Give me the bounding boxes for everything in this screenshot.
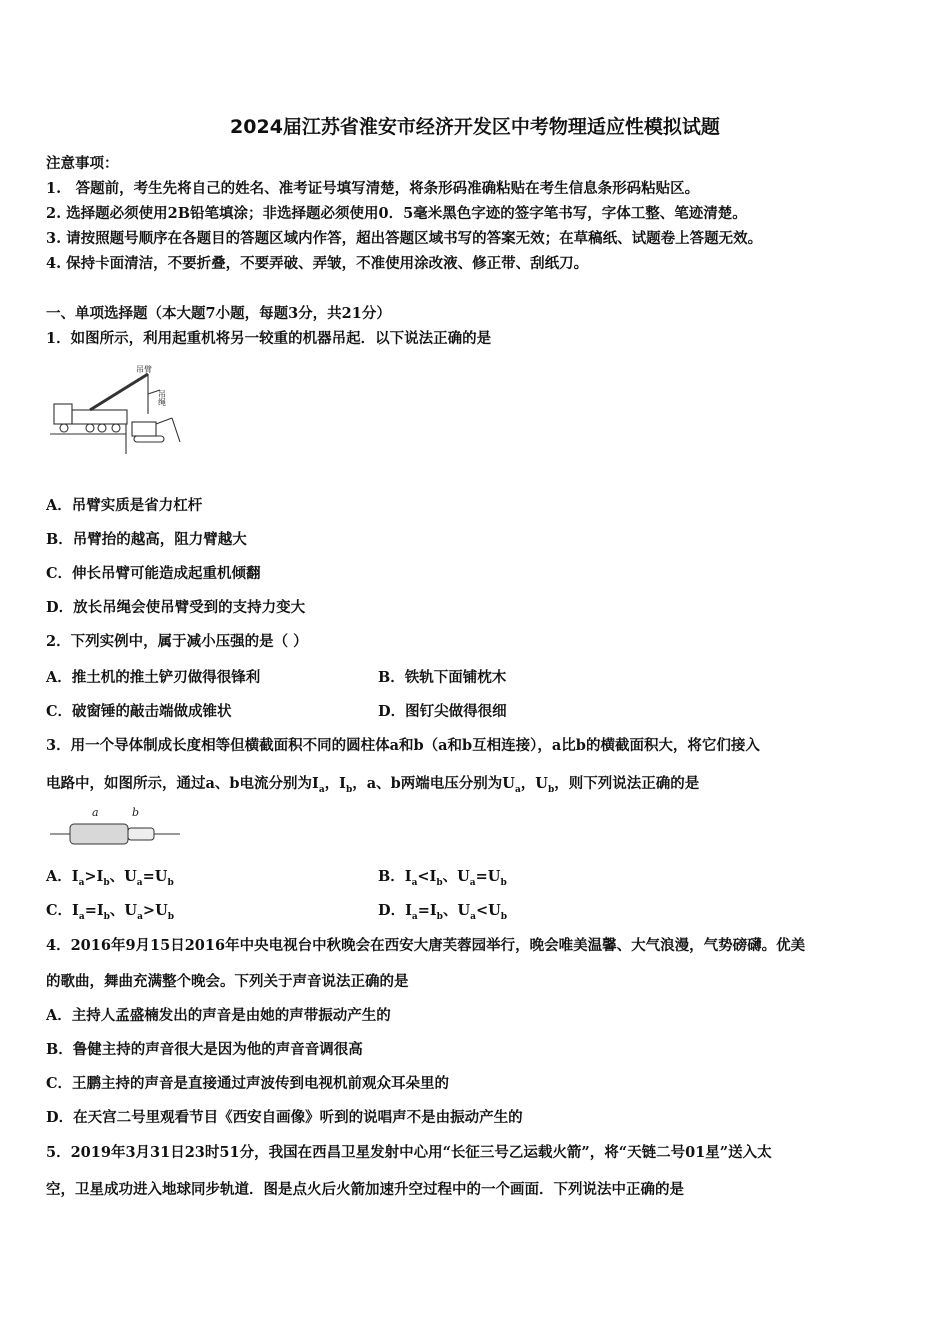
q3-option-b[interactable]: B．$I_a<I_b$、$U_a=U_b$: [378, 868, 507, 888]
crane-figure: [50, 364, 190, 456]
conductor-b: [128, 828, 154, 840]
q4-option-a[interactable]: A．主持人孟盛楠发出的声音是由她的声带振动产生的: [46, 1007, 391, 1024]
crane-cab: [54, 404, 72, 424]
q1-option-b[interactable]: B．吊臂抬的越高，阻力臂越大: [46, 531, 247, 548]
q2-option-c[interactable]: C．破窗锤的敲击端做成锥状: [46, 703, 232, 720]
crane-body: [72, 410, 127, 424]
q2-option-a[interactable]: A．推土机的推土铲刃做得很锋利: [46, 669, 261, 686]
q3-option-c[interactable]: C．$I_a=I_b$、$U_a>U_b$: [46, 902, 175, 922]
q4-option-b[interactable]: B．鲁健主持的声音很大是因为他的声音音调很高: [46, 1041, 363, 1058]
q3-option-a[interactable]: A．$I_a>I_b$、$U_a=U_b$: [46, 868, 174, 888]
label-rope: 吊绳: [157, 390, 167, 406]
q4-stem-line1: 4．2016年9月15日2016年中央电视台中秋晚会在西安大唐芙蓉园举行，晚会唯美温馨、大气浪漫，气势磅礴。优美: [46, 937, 806, 954]
q3-stem-line2: 电路中，如图所示，通过a、b电流分别为$I_a$，$I_b$，a、b两端电压分别为$U_a$，$U_b$，则下列说法正确的是: [46, 775, 700, 795]
q1-option-c[interactable]: C．伸长吊臂可能造成起重机倾翻: [46, 565, 261, 582]
crane-arm: [90, 374, 148, 410]
q2-option-d[interactable]: D．图钉尖做得很细: [378, 703, 507, 720]
conductor-figure: [50, 804, 185, 846]
label-arm: 吊臂: [136, 365, 152, 374]
q5-stem-line1: 5．2019年3月31日23时51分，我国在西昌卫星发射中心用“长征三号乙运载火箭”，将“天链二号01星”送入太: [46, 1144, 772, 1161]
q1-option-d[interactable]: D．放长吊绳会使吊臂受到的支持力变大: [46, 599, 306, 616]
notice-item-1: 1. 答题前，考生先将自己的姓名、准考证号填写清楚，将条形码准确粘贴在考生信息条形码粘贴区。: [46, 180, 700, 197]
q4-stem-line2: 的歌曲，舞曲充满整个晚会。下列关于声音说法正确的是: [46, 973, 409, 990]
q3-option-d[interactable]: D．$I_a=I_b$、$U_a<U_b$: [378, 902, 508, 922]
page-title: 2024届江苏省淮安市经济开发区中考物理适应性模拟试题: [230, 116, 720, 138]
q3-stem-line1: 3．用一个导体制成长度相等但横截面积不同的圆柱体a和b（a和b互相连接），a比b的横截面积大，将它们接入: [46, 737, 760, 754]
label-b: b: [132, 806, 140, 819]
q2-stem: 2．下列实例中，属于减小压强的是（ ）: [46, 633, 308, 650]
machine-body: [132, 422, 156, 436]
notice-item-4: 4. 保持卡面清洁，不要折叠，不要弄破、弄皱，不准使用涂改液、修正带、刮纸刀。: [46, 255, 589, 272]
q4-option-d[interactable]: D．在天宫二号里观看节目《西安自画像》听到的说唱声不是由振动产生的: [46, 1109, 523, 1126]
label-a: a: [92, 806, 99, 819]
section-heading: 一、单项选择题（本大题7小题，每题3分，共21分）: [46, 305, 391, 322]
q2-option-b[interactable]: B．铁轨下面铺枕木: [378, 669, 507, 686]
q4-option-c[interactable]: C．王鹏主持的声音是直接通过声波传到电视机前观众耳朵里的: [46, 1075, 450, 1092]
conductor-a: [70, 824, 128, 844]
notice-item-2: 2. 选择题必须使用2B铅笔填涂；非选择题必须使用0．5毫米黑色字迹的签字笔书写，字体工整、笔迹清楚。: [46, 205, 747, 222]
notice-item-3: 3. 请按照题号顺序在各题目的答题区域内作答，超出答题区域书写的答案无效；在草稿纸、试题卷上答题无效。: [46, 230, 763, 247]
q5-stem-line2: 空，卫星成功进入地球同步轨道．图是点火后火箭加速升空过程中的一个画面．下列说法中正确的是: [46, 1181, 684, 1198]
notice-heading: 注意事项：: [46, 155, 119, 172]
q1-option-a[interactable]: A．吊臂实质是省力杠杆: [46, 497, 203, 514]
q1-stem: 1．如图所示，利用起重机将另一较重的机器吊起．以下说法正确的是: [46, 330, 492, 347]
